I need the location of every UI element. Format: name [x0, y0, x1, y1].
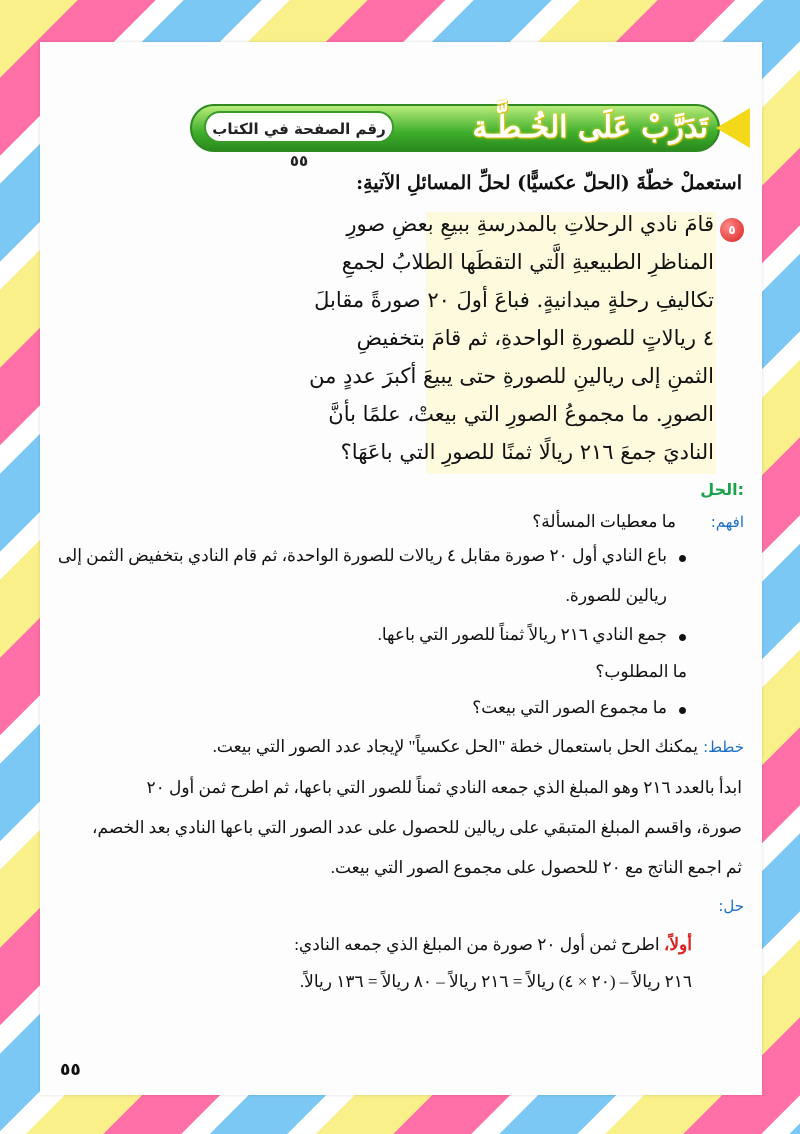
- problem-line: الناديَ جمعَ ٢١٦ ريالًا ثمنًا للصورِ التي باعَهَا؟: [340, 440, 714, 464]
- problem-line: تكاليفِ رحلةٍ ميدانيةٍ. فباعَ أولَ ٢٠ صورةً مقابلَ: [314, 288, 714, 312]
- required-question: ما المطلوب؟: [595, 662, 687, 681]
- plan-label: خطط:: [703, 738, 744, 756]
- understand-question: ما معطيات المسألة؟: [532, 512, 676, 531]
- instruction-text: استعملْ خطّةَ (الحلّ عكسيًّا) لحلِّ المسائلِ الآتيةِ:: [356, 172, 742, 194]
- page-reference-label: رقم الصفحة في الكتاب: [212, 120, 386, 138]
- step-1-label: أولاً،: [663, 935, 692, 954]
- bullet-icon: [679, 555, 686, 562]
- given-item-2: جمع النادي ٢١٦ ريالاً ثمناً للصور التي باعها.: [377, 625, 667, 644]
- step-1-text: اطرح ثمن أول ٢٠ صورة من المبلغ الذي جمعه النادي:: [294, 935, 660, 954]
- solution-label: الحل:: [700, 480, 744, 499]
- banner-title: تَدَرَّبْ عَلَى الخُـطَّـة: [472, 110, 708, 145]
- problem-block: [84, 210, 744, 480]
- section-banner: [190, 104, 750, 170]
- problem-number-badge: ٥: [720, 218, 744, 242]
- plan-paragraph-line: ثم اجمع الناتج مع ٢٠ للحصول على مجموع الصور التي بيعت.: [330, 858, 742, 877]
- page-reference-box: [204, 111, 394, 170]
- problem-line: ٤ ريالاتٍ للصورةِ الواحدةِ، ثم قامَ بتخفيضِ: [356, 326, 714, 350]
- plan-paragraph-line: ابدأ بالعدد ٢١٦ وهو المبلغ الذي جمعه النادي ثمناً للصور التي باعها، ثم اطرح ثمن أول ٢٠: [146, 778, 742, 797]
- page-reference-number: ٥٥: [289, 152, 309, 170]
- given-item-1: باع النادي أول ٢٠ صورة مقابل ٤ ريالات للصورة الواحدة، ثم قام النادي بتخفيض الثمن إلى: [57, 546, 667, 565]
- bullet-icon: [679, 707, 686, 714]
- problem-line: المناظرِ الطبيعيةِ الَّتي التقطَها الطلابُ لجمعِ: [341, 250, 714, 274]
- bullet-icon: [679, 634, 686, 641]
- page-number: ٥٥: [60, 1060, 81, 1080]
- given-item-1-cont: ريالين للصورة.: [565, 586, 667, 605]
- equation: ٢١٦ ريالاً – (٢٠ × ٤) ريالاً = ٢١٦ ريالاً – ٨٠ ريالاً = ١٣٦ ريالاً.: [299, 972, 692, 991]
- solve-step-1: [294, 935, 692, 955]
- understand-label: افهم:: [710, 513, 744, 531]
- plan-text: يمكنك الحل باستعمال خطة "الحل عكسياً" لإيجاد عدد الصور التي بيعت.: [212, 737, 698, 756]
- solve-label: حل:: [718, 897, 744, 915]
- banner-arrow-icon: [716, 108, 750, 148]
- problem-line: الثمنِ إلى ريالينِ للصورةِ حتى يبيعَ أكبرَ عددٍ من: [309, 364, 714, 388]
- problem-line: قامَ نادي الرحلاتِ بالمدرسةِ ببيعِ بعضِ صورِ: [346, 212, 714, 236]
- plan-paragraph-line: صورة، واقسم المبلغ المتبقي على ريالين للحصول على عدد الصور التي باعها النادي بعد الخصم،: [92, 818, 742, 837]
- required-item: ما مجموع الصور التي بيعت؟: [472, 698, 667, 717]
- problem-line: الصورِ. ما مجموعُ الصورِ التي بيعتْ، علمًا بأنَّ: [328, 402, 714, 426]
